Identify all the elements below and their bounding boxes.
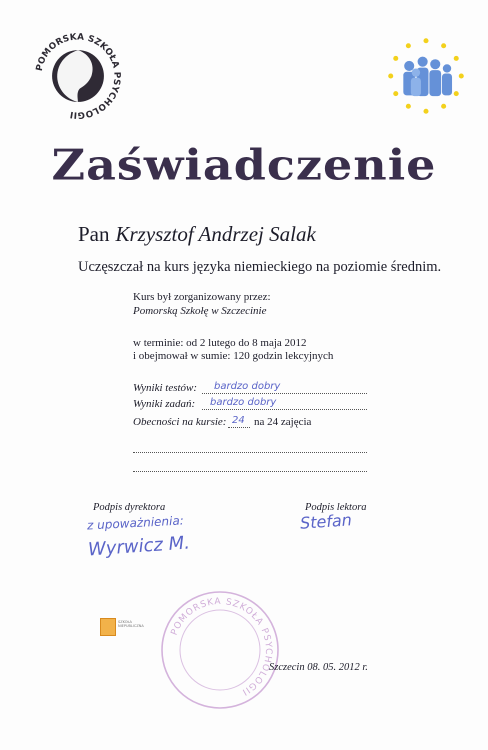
- attendance-label: Obecności na kursie:: [133, 416, 227, 428]
- svg-text:POMORSKA SZKOŁA PSYCHOLOGII: POMORSKA SZKOŁA PSYCHOLOGII: [34, 32, 122, 120]
- school-logo: [30, 28, 126, 124]
- organizer-label: Kurs był zorganizowany przez:: [133, 291, 271, 303]
- place-and-date: Szczecin 08. 05. 2012 r.: [269, 662, 368, 673]
- tests-dotted-line: [202, 393, 367, 394]
- certificate-title: Zaświadczenie: [51, 140, 437, 190]
- organizer-name: Pomorską Szkołę w Szczecinie: [133, 305, 267, 317]
- lecturer-signature-label: Podpis lektora: [305, 502, 367, 513]
- recipient-name: Krzysztof Andrzej Salak: [115, 222, 316, 246]
- attendance-dotted-line: [228, 427, 250, 428]
- tests-value: bardzo dobry: [214, 381, 281, 392]
- course-description: Uczęszczał na kurs języka niemieckiego na poziomie średnim.: [78, 259, 442, 275]
- blank-line-1: [133, 452, 367, 453]
- tests-label: Wyniki testów:: [133, 382, 198, 394]
- school-badge-icon: [100, 618, 116, 636]
- svg-text:POMORSKA SZKOŁA PSYCHOLOGII: POMORSKA SZKOŁA PSYCHOLOGII: [169, 596, 274, 698]
- tasks-value: bardzo dobry: [210, 397, 277, 408]
- term-hours: i obejmował w sumie: 120 godzin lekcyjnych: [133, 350, 334, 362]
- recipient-prefix: Pan: [78, 222, 110, 246]
- recipient-line: [78, 222, 316, 247]
- term-dates: w terminie: od 2 lutego do 8 maja 2012: [133, 337, 307, 349]
- school-badge-text: SZKOŁA NIEPUBLICZNA: [118, 620, 144, 628]
- director-signature-label: Podpis dyrektora: [93, 502, 166, 513]
- attendance-suffix: na 24 zajęcia: [254, 416, 312, 428]
- tasks-dotted-line: [202, 409, 367, 410]
- lecturer-signature: Stefan: [299, 510, 353, 533]
- tasks-label: Wyniki zadań:: [133, 398, 196, 410]
- director-signature: Wyrwicz M.: [87, 532, 191, 561]
- eu-stars-logo: [384, 34, 468, 118]
- blank-line-2: [133, 471, 367, 472]
- school-stamp: [158, 588, 282, 712]
- director-authorization-note: z upoważnienia:: [86, 513, 185, 533]
- attendance-value: 24: [232, 415, 245, 426]
